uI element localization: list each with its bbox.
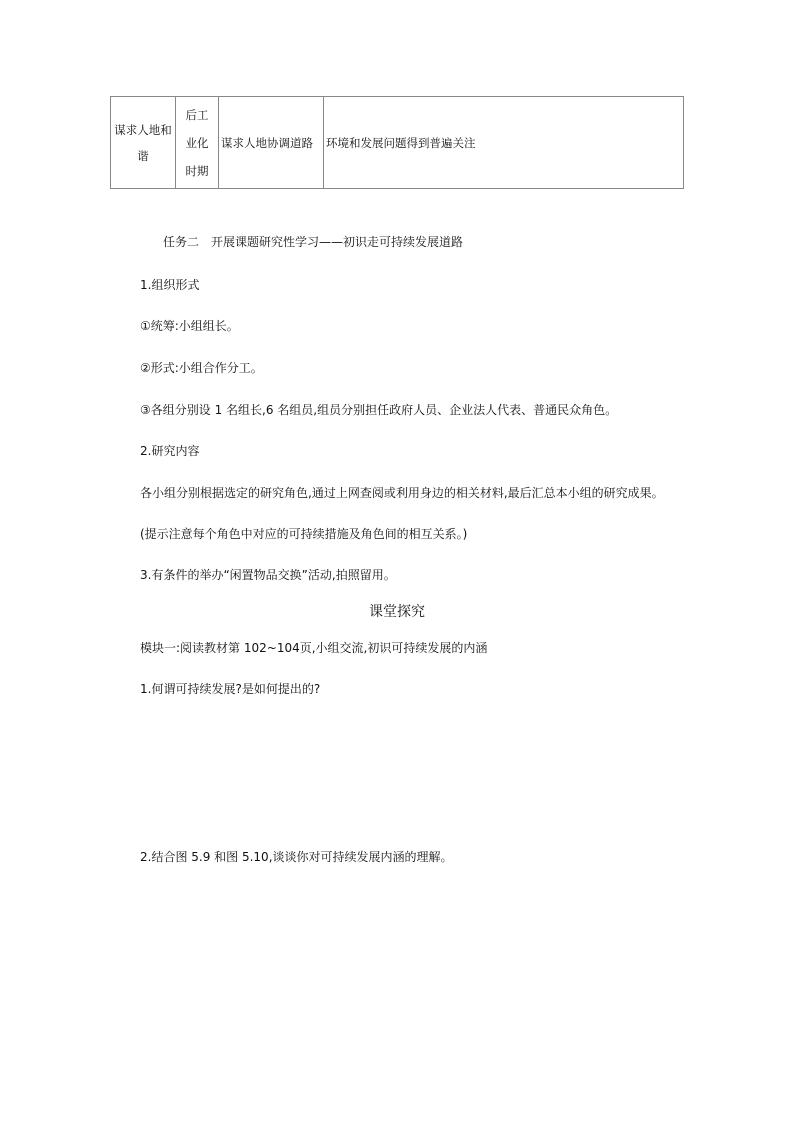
path-cell: 谋求人地协调道路 (219, 97, 324, 189)
item2-hint: (提示注意每个角色中对应的可持续措施及角色间的相互关系。) (140, 527, 468, 541)
module1-title: 模块一:阅读教材第 102~104页,小组交流,初识可持续发展的内涵 (140, 641, 488, 655)
task2-title: 任务二 开展课题研究性学习——初识走可持续发展道路 (163, 235, 464, 249)
item2-text: 各小组分别根据选定的研究角色,通过上网查阅或利用身边的相关材料,最后汇总本小组的研究成果。 (140, 486, 664, 500)
question-2: 2.结合图 5.9 和图 5.10,谈谈你对可持续发展内涵的理解。 (140, 850, 453, 864)
item3: 3.有条件的举办“闲置物品交换”活动,拍照留用。 (140, 568, 396, 582)
item1-a: ①统筹:小组组长。 (140, 319, 239, 333)
section-heading: 课堂探究 (369, 604, 425, 620)
era-table (110, 96, 684, 189)
item1-title: 1.组织形式 (140, 278, 200, 292)
goal-cell (111, 97, 176, 189)
period-line: 时期 (185, 163, 209, 178)
table-row (111, 97, 684, 189)
period-line: 业化 (185, 135, 209, 150)
item2-title: 2.研究内容 (140, 444, 200, 458)
period-cell (176, 97, 219, 189)
item1-c: ③各组分别设 1 名组长,6 名组员,组员分别担任政府人员、企业法人代表、普通民众角色。 (140, 403, 618, 417)
goal-line: 谐 (137, 148, 149, 163)
feature-cell: 环境和发展问题得到普遍关注 (324, 97, 684, 189)
question-1: 1.何谓可持续发展?是如何提出的? (140, 682, 321, 696)
period-line: 后工 (185, 107, 209, 122)
item1-b: ②形式:小组合作分工。 (140, 361, 263, 375)
goal-line: 谋求人地和 (114, 122, 172, 137)
